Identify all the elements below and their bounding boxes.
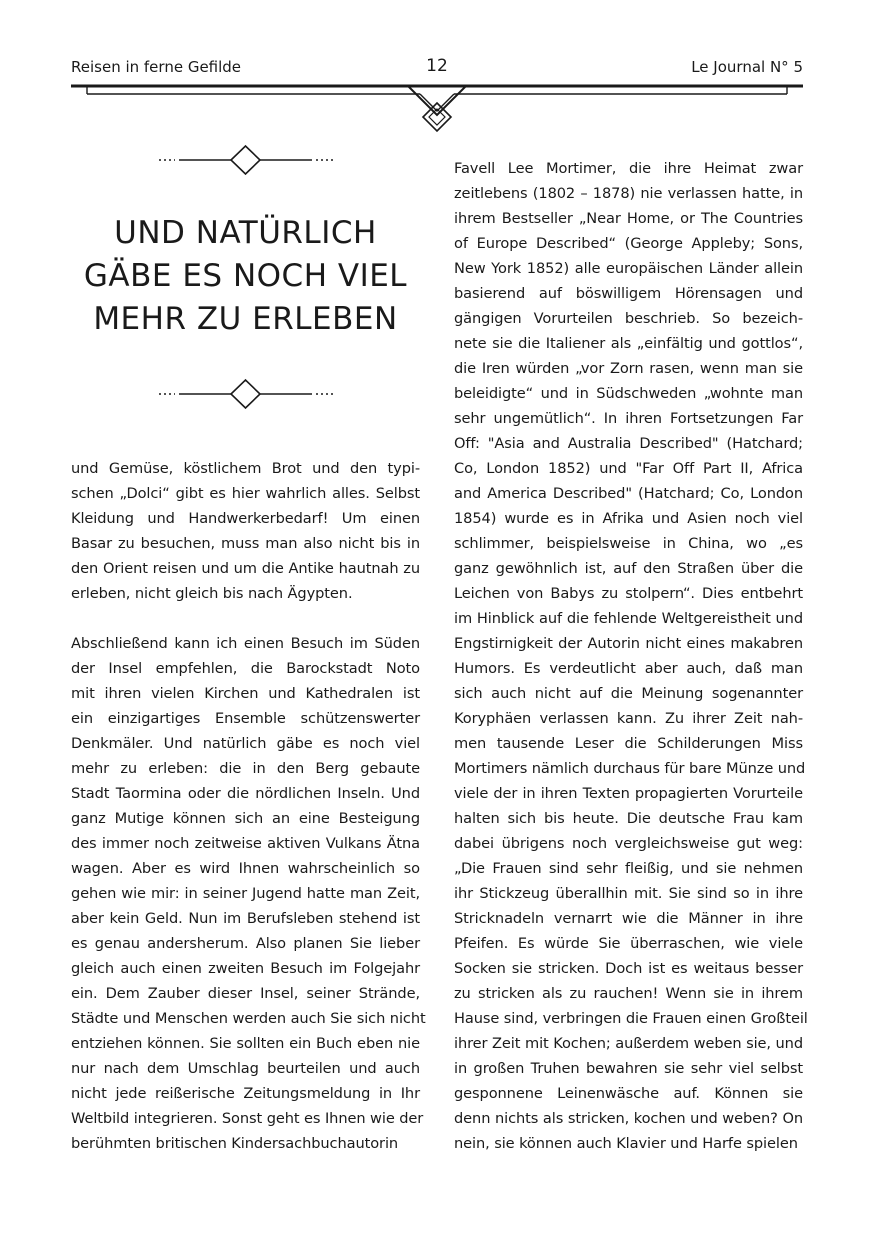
text-line: beleidigte“ und in Südschweden „wohnte man [454, 385, 803, 402]
text-line: zu stricken als zu rauchen! Wenn sie in ihrem [454, 985, 803, 1002]
text-line: schen „Dolci“ gibt es hier wahrlich alles. Selbst [71, 485, 420, 502]
text-line: Koryphäen verlassen kann. Zu ihrer Zeit nah- [454, 710, 803, 727]
text-line: ihr Stickzeug überallhin mit. Sie sind so in ihre [454, 885, 803, 902]
text-line: Kleidung und Handwerkerbedarf! Um einen [71, 510, 420, 527]
text-line: gesponnene Leinenwäsche auf. Können sie [454, 1085, 803, 1102]
text-line: schlimmer, beispielsweise in China, wo „es [454, 535, 803, 552]
text-line: des immer noch zeitweise aktiven Vulkans Ätna [71, 835, 420, 852]
text-line: and America Described" (Hatchard; Co, London [454, 485, 803, 502]
text-line: Basar zu besuchen, muss man also nicht bis in [71, 535, 420, 552]
text-line: men tausende Leser die Schilderungen Miss [454, 735, 803, 752]
text-line: dabei übrigens noch vergleichsweise gut weg: [454, 835, 803, 852]
text-line: wagen. Aber es wird Ihnen wahrscheinlich so [71, 860, 420, 877]
text-line: sich auch nicht auf die Meinung sogenannter [454, 685, 803, 702]
text-line: mehr zu erleben: die in den Berg gebaute [71, 760, 420, 777]
text-line: Engstirnigkeit der Autorin nicht eines makabren [454, 635, 803, 652]
text-line: in großen Truhen bewahren sie sehr viel selbst [454, 1060, 803, 1077]
text-line: entziehen können. Sie sollten ein Buch eben nie [71, 1035, 420, 1052]
paragraph [71, 456, 420, 606]
text-line: Off: "Asia and Australia Described" (Hatchard; [454, 435, 803, 452]
text-line: gehen wie mir: in seiner Jugend hatte man Zeit, [71, 885, 420, 902]
text-line: im Hinblick auf die fehlende Weltgereistheit und [454, 610, 803, 627]
text-line: viele der in ihren Texten propagierten Vorurteile [454, 785, 803, 802]
text-line: Weltbild integrieren. Sonst geht es Ihnen wie der [71, 1110, 424, 1127]
text-line: erleben, nicht gleich bis nach Ägypten. [71, 585, 353, 602]
text-line: gleich auch einen zweiten Besuch im Folgejahr [71, 960, 420, 977]
headline-ornament-bottom [71, 377, 420, 411]
text-line: Stricknadeln vernarrt wie die Männer in ihre [454, 910, 803, 927]
right-column-body [454, 156, 808, 1156]
text-line: of Europe Described“ (George Appleby; Sons, [454, 235, 803, 252]
text-line: Leichen von Babys zu stolpern“. Dies entbehrt [454, 585, 803, 602]
text-line: 1854) wurde es in Afrika und Asien noch viel [454, 510, 803, 527]
text-line: Städte und Menschen werden auch Sie sich nicht [71, 1010, 426, 1027]
text-line: Stadt Taormina oder die nördlichen Inseln. Und [71, 785, 420, 802]
text-line: nur nach dem Umschlag beurteilen und auch [71, 1060, 420, 1077]
text-line: mit ihren vielen Kirchen und Kathedralen ist [71, 685, 420, 702]
text-line: Abschließend kann ich einen Besuch im Süden [71, 635, 420, 652]
text-line: halten sich bis heute. Die deutsche Frau kam [454, 810, 803, 827]
text-line: gängigen Vorurteilen beschrieb. So bezeich- [454, 310, 803, 327]
text-line: ganz gewöhnlich ist, auf den Straßen über die [454, 560, 803, 577]
header-rule-ornament [0, 78, 874, 138]
text-line: Favell Lee Mortimer, die ihre Heimat zwar [454, 160, 803, 177]
text-line: Socken sie stricken. Doch ist es weitaus besser [454, 960, 803, 977]
headline-line-3: MEHR ZU ERLEBEN [93, 301, 398, 337]
text-line: der Insel empfehlen, die Barockstadt Noto [71, 660, 420, 677]
text-line: sehr ungemütlich“. In ihren Fortsetzungen Far [454, 410, 803, 427]
text-line: Hause sind, verbringen die Frauen einen Großteil [454, 1010, 808, 1027]
headline-line-1: UND NATÜRLICH [114, 215, 377, 251]
text-line: ihrem Bestseller „Near Home, or The Countries [454, 210, 803, 227]
text-line: Denkmäler. Und natürlich gäbe es noch viel [71, 735, 420, 752]
text-line: ein. Dem Zauber dieser Insel, seiner Strände, [71, 985, 420, 1002]
text-line: die Iren würden „vor Zorn rasen, wenn man sie [454, 360, 803, 377]
text-line: ganz Mutige können sich an eine Besteigung [71, 810, 420, 827]
text-line: nein, sie können auch Klavier und Harfe spielen [454, 1135, 798, 1152]
text-line: Humors. Es verdeutlicht aber auch, daß man [454, 660, 803, 677]
running-header-right: Le Journal N° 5 [691, 58, 803, 76]
paragraph [71, 631, 426, 1156]
text-line: aber kein Geld. Nun im Berufsleben stehend ist [71, 910, 420, 927]
text-line: ihrer Zeit mit Kochen; außerdem weben sie, und [454, 1035, 803, 1052]
text-line: nete sie die Italiener als „einfältig und gottlos“, [454, 335, 803, 352]
text-line: Mortimers nämlich durchaus für bare Münze und [454, 760, 806, 777]
text-line: und Gemüse, köstlichem Brot und den typi- [71, 460, 420, 477]
running-header-left: Reisen in ferne Gefilde [71, 58, 242, 76]
text-line: den Orient reisen und um die Antike hautnah zu [71, 560, 420, 577]
text-line: basierend auf böswilligem Hörensagen und [454, 285, 803, 302]
text-line: zeitlebens (1802 – 1878) nie verlassen hatte, in [454, 185, 803, 202]
text-line: nicht jede reißerische Zeitungsmeldung in Ihr [71, 1085, 420, 1102]
text-line: ein einzigartiges Ensemble schützenswerter [71, 710, 420, 727]
text-line: New York 1852) alle europäischen Länder allein [454, 260, 803, 277]
headline [71, 212, 420, 341]
headline-ornament-top [71, 143, 420, 177]
text-line: Pfeifen. Es würde Sie überraschen, wie viele [454, 935, 803, 952]
page-number: 12 [426, 56, 448, 76]
text-line: Co, London 1852) und "Far Off Part II, Africa [454, 460, 803, 477]
text-line: „Die Frauen sind sehr fleißig, und sie nehmen [454, 860, 803, 877]
left-column-body [71, 456, 426, 1156]
headline-line-2: GÄBE ES NOCH VIEL [83, 258, 408, 294]
text-line: denn nichts als stricken, kochen und weben? On [454, 1110, 803, 1127]
text-line: es genau andersherum. Also planen Sie lieber [71, 935, 420, 952]
text-line: berühmten britischen Kindersachbuchautorin [71, 1135, 399, 1152]
